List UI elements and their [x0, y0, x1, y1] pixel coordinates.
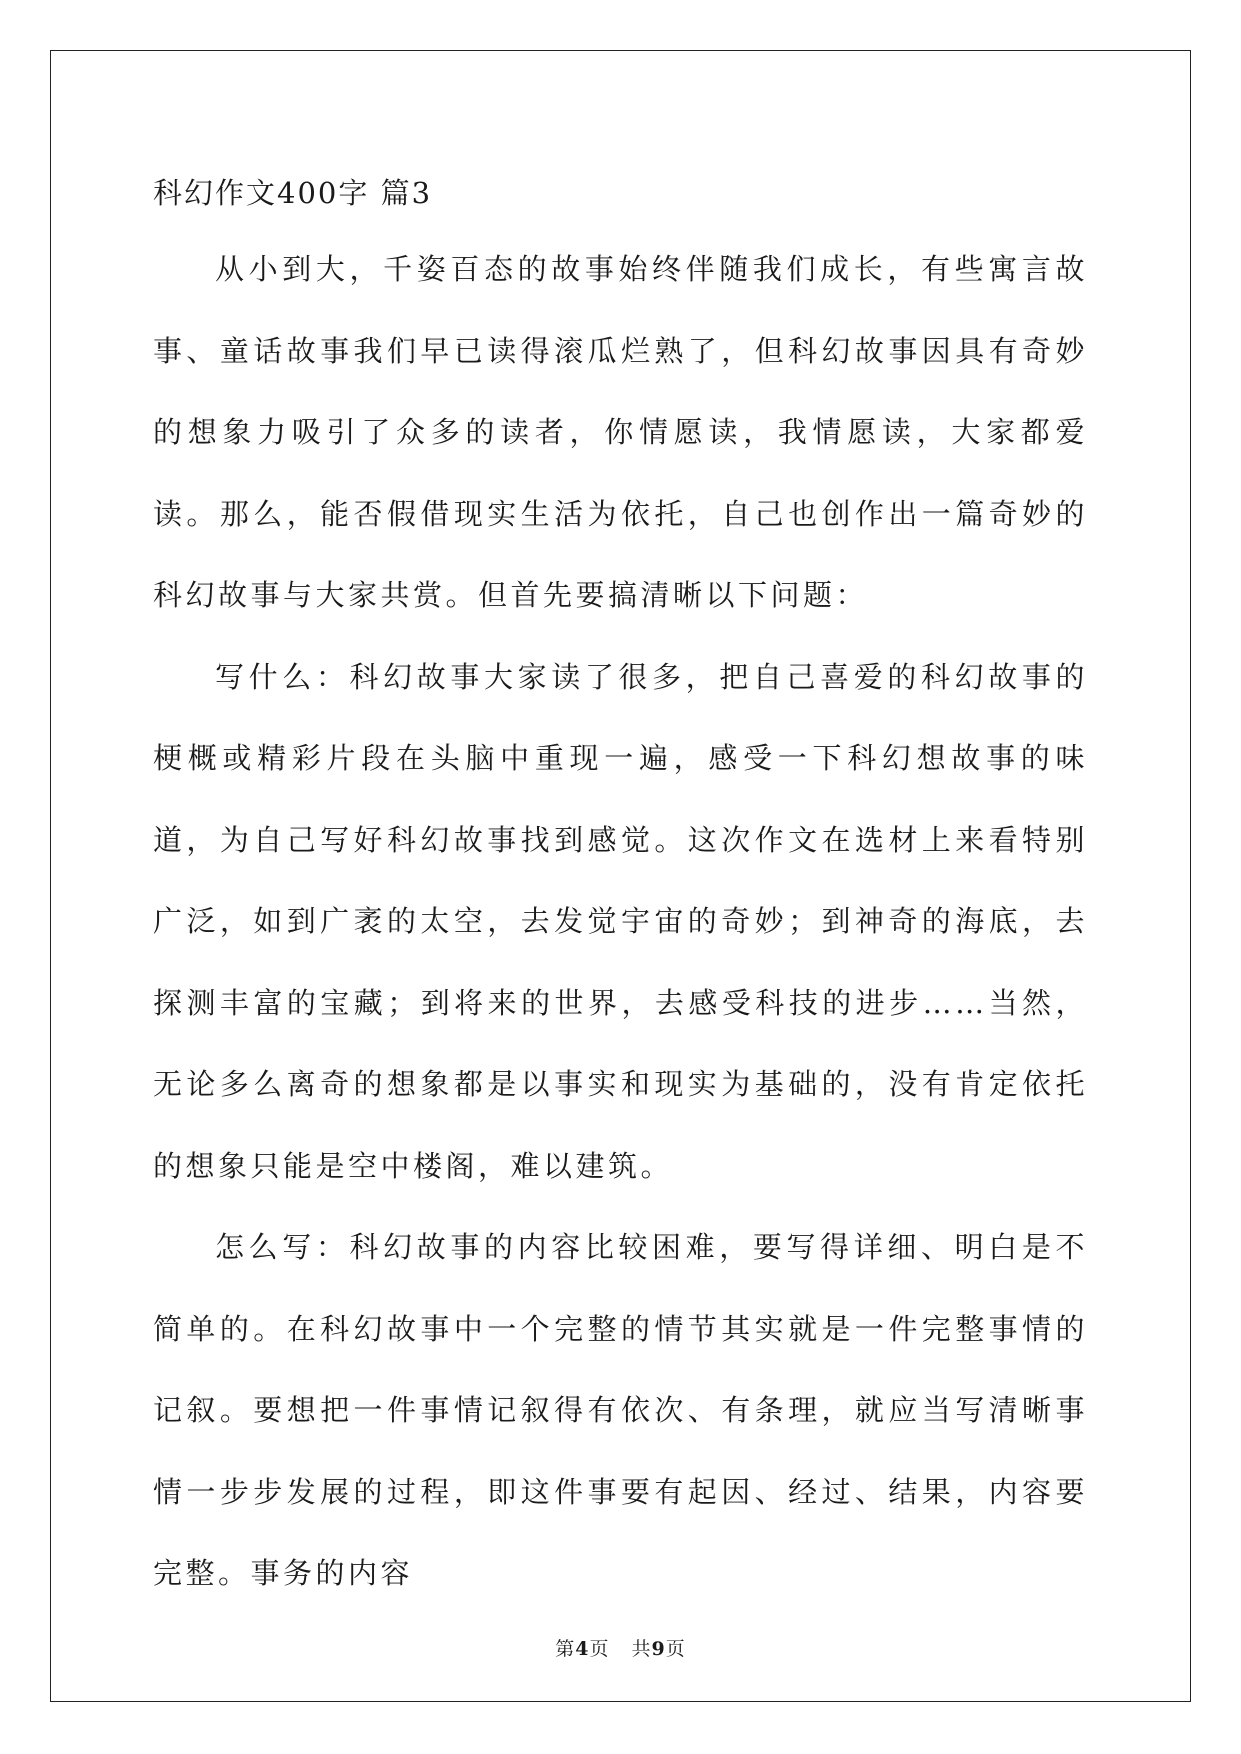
- total-suffix: 页: [665, 1638, 686, 1660]
- page-suffix: 页: [589, 1638, 610, 1660]
- total-prefix: 共: [631, 1638, 652, 1660]
- paragraph-intro: 从小到大，千姿百态的故事始终伴随我们成长，有些寓言故事、童话故事我们早已读得滚瓜烂熟了，但科幻故事因具有奇妙的想象力吸引了众多的读者，你情愿读，我情愿读，大家都爱读。那么，能否假借现实生活为依托，自己也创作出一篇奇妙的科幻故事与大家共赏。但首先要搞清晰以下问题：: [153, 252, 1088, 612]
- total-page-number: 9: [651, 1638, 666, 1660]
- document-body: [153, 165, 1088, 1615]
- essay-heading: 科幻作文400字 篇3: [153, 176, 433, 210]
- paragraph-what-to-write: 写什么：科幻故事大家读了很多，把自己喜爱的科幻故事的梗概或精彩片段在头脑中重现一遍，感受一下科幻想故事的味道，为自己写好科幻故事找到感觉。这次作文在选材上来看特别广泛，如到广袤的太空，去发觉宇宙的奇妙；到神奇的海底，去探测丰富的宝藏；到将来的世界，去感受科技的进步……当然，无论多么离奇的想象都是以事实和现实为基础的，没有肯定依托的想象只能是空中楼阁，难以建筑。: [153, 659, 1088, 1183]
- paragraph-how-to-write: 怎么写：科幻故事的内容比较困难，要写得详细、明白是不简单的。在科幻故事中一个完整的情节其实就是一件完整事情的记叙。要想把一件事情记叙得有依次、有条理，就应当写清晰事情一步步发展的过程，即这件事要有起因、经过、结果，内容要完整。事务的内容: [153, 1230, 1088, 1590]
- page-footer: [0, 1634, 1241, 1661]
- current-page-number: 4: [575, 1638, 590, 1660]
- page-prefix: 第: [555, 1638, 576, 1660]
